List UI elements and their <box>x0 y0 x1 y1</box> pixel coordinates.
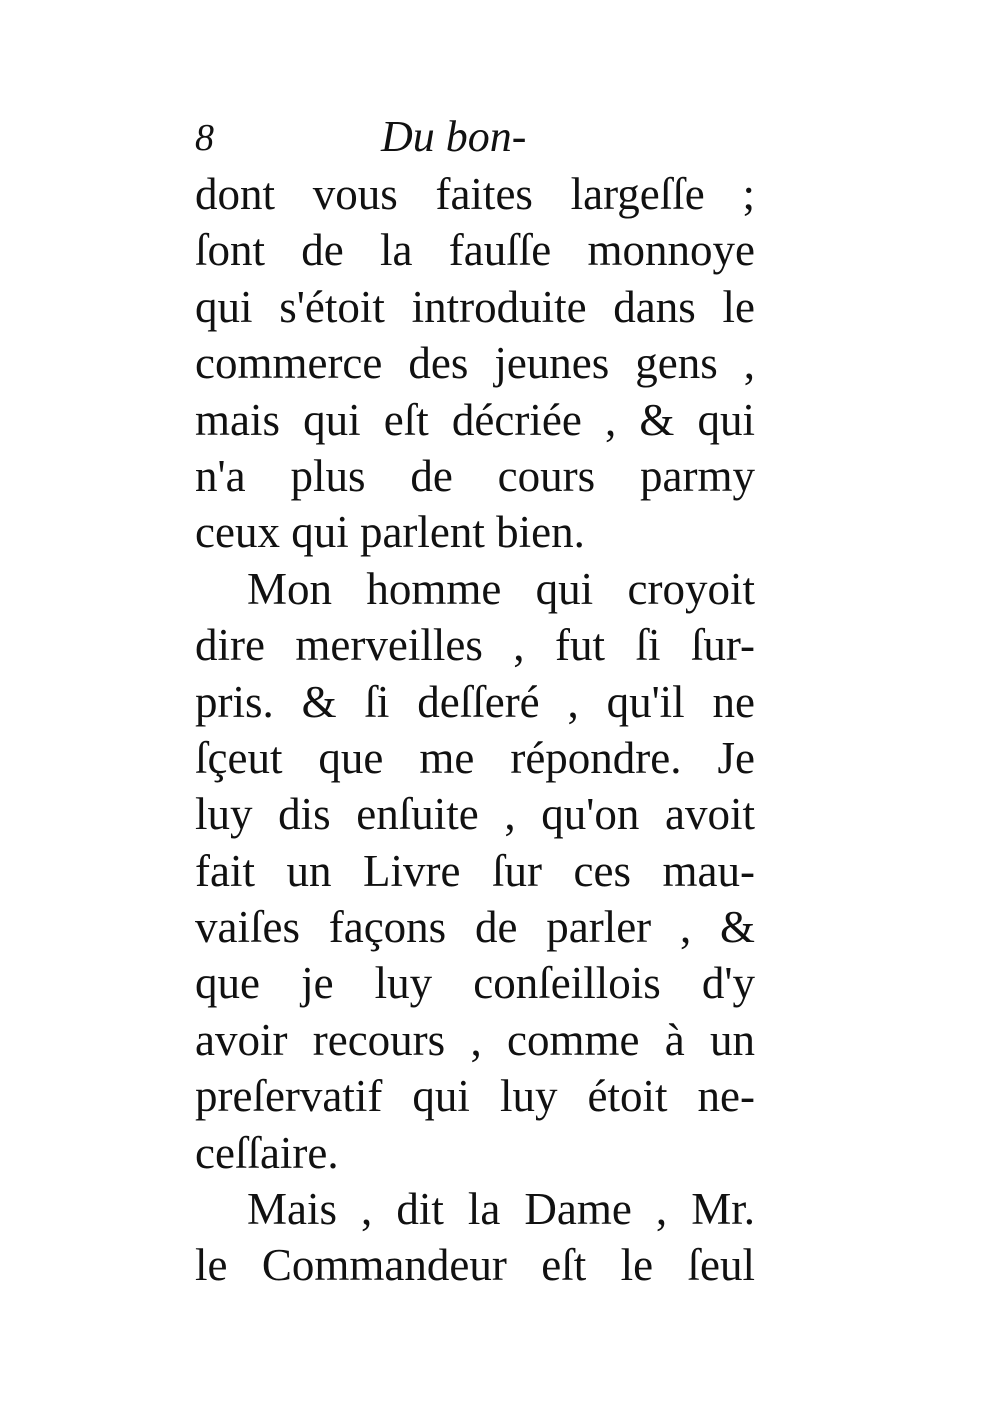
text-line: commerce des jeunes gens , <box>195 338 755 389</box>
text-line: dont vous faites largeſſe ; <box>195 169 755 219</box>
text-line: n'a plus de cours parmy <box>195 450 755 501</box>
running-title: Du bon- <box>381 112 527 161</box>
text-line: ceſſaire. <box>195 1127 339 1178</box>
text-line: le Commandeur eſt le ſeul <box>195 1240 755 1291</box>
text-line: ſçeut que me répondre. Je <box>195 732 755 783</box>
text-line: avoir recours , comme à un <box>195 1014 755 1065</box>
text-line: mais qui eſt décriée , & qui <box>195 394 755 445</box>
text-line: luy dis enſuite , qu'on avoit <box>195 789 755 840</box>
body-text <box>195 166 755 1294</box>
running-head <box>195 112 755 162</box>
text-line: qui s'étoit introduite dans le <box>195 281 755 332</box>
text-line: preſervatif qui luy étoit ne- <box>195 1071 755 1122</box>
paragraph-start-line: Mon homme qui croyoit <box>247 563 755 614</box>
text-line: fait un Livre ſur ces mau- <box>195 845 755 896</box>
text-line: dire merveilles , fut ſi ſur- <box>195 620 755 671</box>
paragraph-start-line: Mais , dit la Dame , Mr. <box>247 1184 755 1235</box>
text-line: vaiſes façons de parler , & <box>195 902 755 953</box>
text-line: ſont de la fauſſe monnoye <box>195 225 755 276</box>
text-line: ceux qui parlent bien. <box>195 507 585 558</box>
page-number: 8 <box>195 117 214 159</box>
text-line: que je luy conſeillois d'y <box>195 958 755 1009</box>
text-line: pris. & ſi deſſeré , qu'il ne <box>195 676 755 727</box>
